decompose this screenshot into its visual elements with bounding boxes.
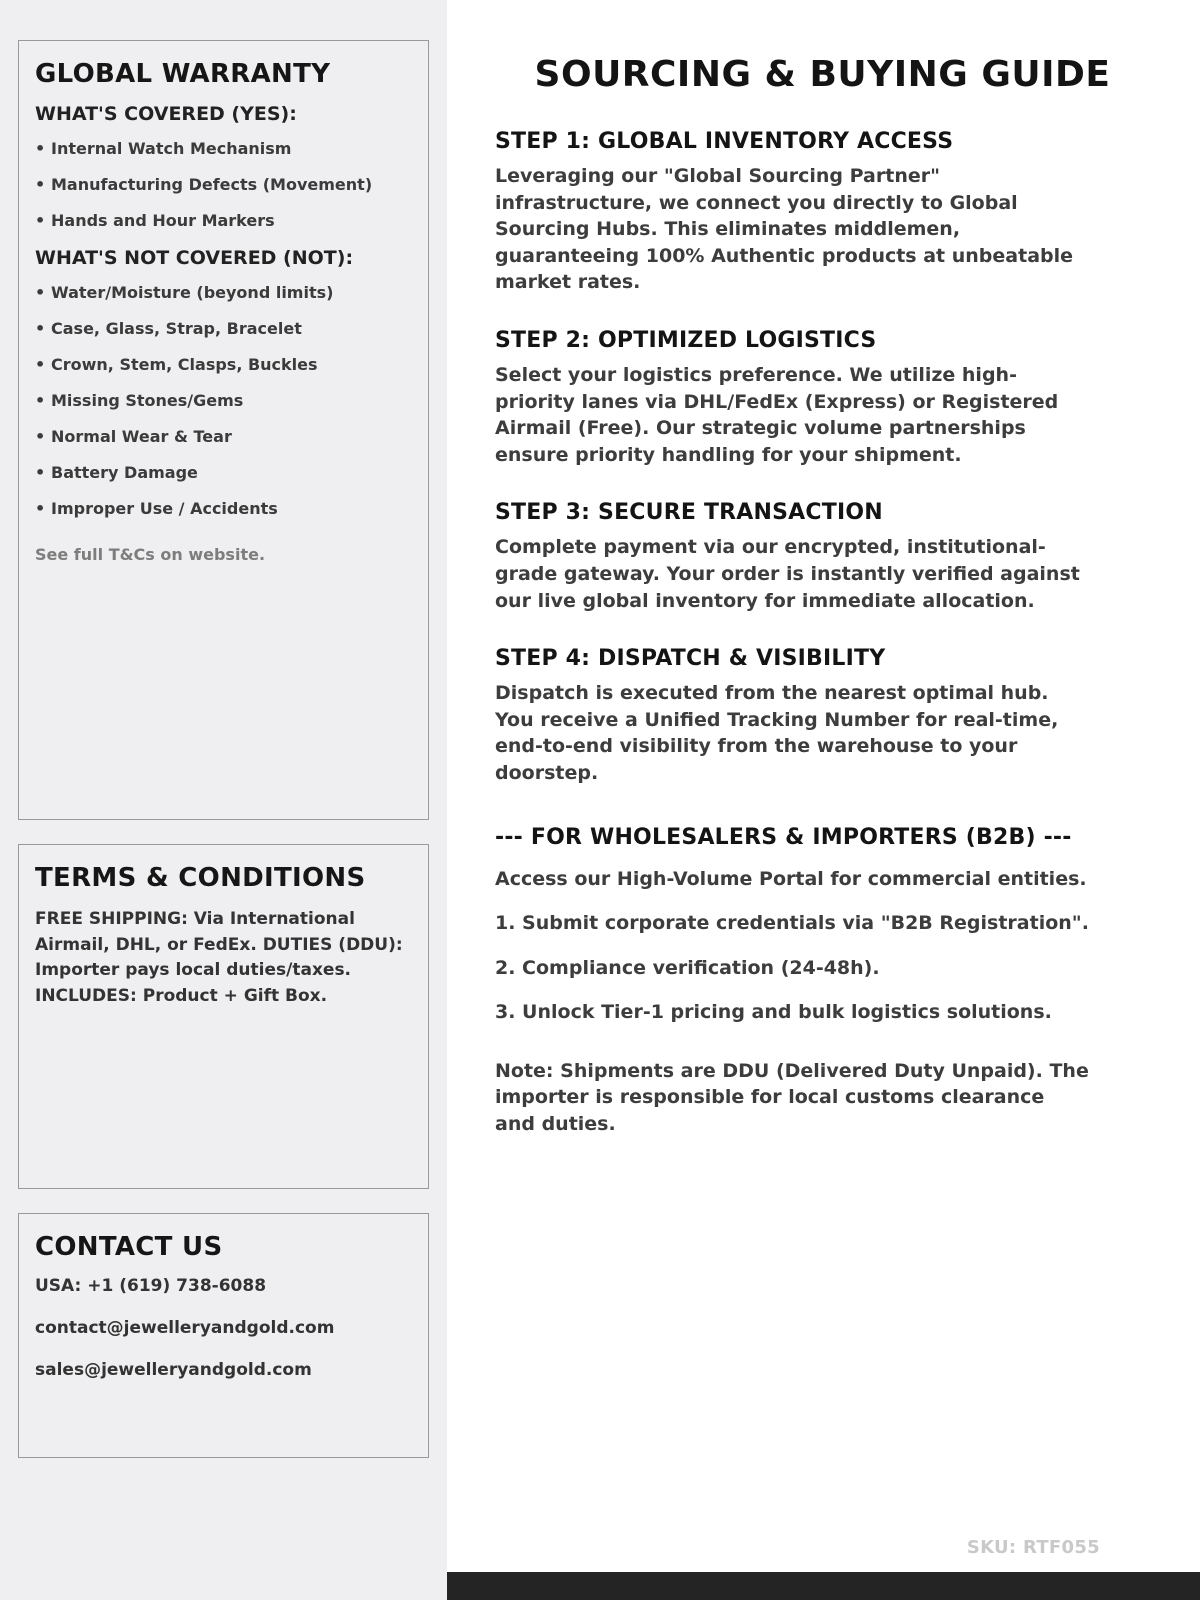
covered-list bbox=[35, 139, 412, 231]
b2b-step-3: 3. Unlock Tier-1 pricing and bulk logistics solutions. bbox=[495, 1001, 1052, 1024]
not-covered-heading: WHAT'S NOT COVERED (NOT): bbox=[35, 247, 354, 269]
list-item: • Missing Stones/Gems bbox=[35, 391, 412, 411]
step-1-section bbox=[495, 129, 1150, 296]
step-2-section bbox=[495, 328, 1150, 468]
b2b-step-2: 2. Compliance verification (24-48h). bbox=[495, 956, 880, 979]
contact-email-sales: sales@jewelleryandgold.com bbox=[35, 1360, 312, 1380]
b2b-section bbox=[495, 825, 1150, 1138]
step-4-section bbox=[495, 646, 1150, 786]
step-1-heading: STEP 1: GLOBAL INVENTORY ACCESS bbox=[495, 129, 954, 154]
covered-heading: WHAT'S COVERED (YES): bbox=[35, 103, 297, 125]
terms-panel bbox=[18, 844, 429, 1189]
b2b-step-1: 1. Submit corporate credentials via "B2B Registration". bbox=[495, 912, 1089, 935]
step-2-body: Select your logistics preference. We utilize high-priority lanes via DHL/FedEx (Express) or Registered Airmail (Free). Our strategic volume partnerships ensure priority handling for your shipment. bbox=[495, 363, 1059, 466]
step-2-heading: STEP 2: OPTIMIZED LOGISTICS bbox=[495, 327, 877, 353]
terms-body: FREE SHIPPING: Via International Airmail, DHL, or FedEx. DUTIES (DDU): Importer pays local duties/taxes. INCLUDES: Product + Gift Box. bbox=[35, 909, 403, 1006]
contact-phone: USA: +1 (619) 738-6088 bbox=[35, 1276, 267, 1296]
sidebar bbox=[0, 0, 447, 1600]
b2b-heading: --- FOR WHOLESALERS & IMPORTERS (B2B) --- bbox=[495, 824, 1072, 850]
list-item: • Improper Use / Accidents bbox=[35, 499, 412, 519]
step-3-section bbox=[495, 500, 1150, 614]
sku-label: SKU: RTF055 bbox=[966, 1537, 1100, 1558]
list-item: • Hands and Hour Markers bbox=[35, 211, 412, 231]
step-4-body: Dispatch is executed from the nearest optimal hub. You receive a Unified Tracking Number for real-time, end-to-end visibility from the warehouse to your doorstep. bbox=[495, 682, 1059, 784]
b2b-note: Note: Shipments are DDU (Delivered Duty Unpaid). The importer is responsible for local customs clearance and duties. bbox=[495, 1059, 1089, 1136]
list-item: • Battery Damage bbox=[35, 463, 412, 483]
b2b-intro: Access our High-Volume Portal for commercial entities. bbox=[495, 867, 1087, 890]
step-4-heading: STEP 4: DISPATCH & VISIBILITY bbox=[495, 646, 886, 672]
page-title: SOURCING & BUYING GUIDE bbox=[534, 54, 1111, 95]
contact-panel bbox=[18, 1213, 429, 1458]
step-3-heading: STEP 3: SECURE TRANSACTION bbox=[495, 500, 883, 526]
warranty-title: GLOBAL WARRANTY bbox=[35, 59, 331, 89]
list-item: • Water/Moisture (beyond limits) bbox=[35, 283, 412, 303]
list-item: • Manufacturing Defects (Movement) bbox=[35, 175, 412, 195]
warranty-panel bbox=[18, 40, 429, 820]
list-item: • Case, Glass, Strap, Bracelet bbox=[35, 319, 412, 339]
terms-title: TERMS & CONDITIONS bbox=[35, 863, 366, 893]
list-item: • Crown, Stem, Clasps, Buckles bbox=[35, 355, 412, 375]
footer-bar bbox=[447, 1572, 1200, 1600]
list-item: • Internal Watch Mechanism bbox=[35, 139, 412, 159]
list-item: • Normal Wear & Tear bbox=[35, 427, 412, 447]
step-1-body: Leveraging our "Global Sourcing Partner" infrastructure, we connect you directly to Global Sourcing Hubs. This eliminates middlemen, guaranteeing 100% Authentic products at unbeatable market rates. bbox=[495, 165, 1074, 294]
main-content bbox=[447, 0, 1200, 1600]
contact-title: CONTACT US bbox=[35, 1232, 223, 1262]
step-3-body: Complete payment via our encrypted, institutional-grade gateway. Your order is instantly verified against our live global inventory for immediate allocation. bbox=[495, 536, 1080, 612]
warranty-footnote: See full T&Cs on website. bbox=[35, 545, 266, 564]
not-covered-list bbox=[35, 283, 412, 519]
contact-email-primary: contact@jewelleryandgold.com bbox=[35, 1318, 335, 1338]
